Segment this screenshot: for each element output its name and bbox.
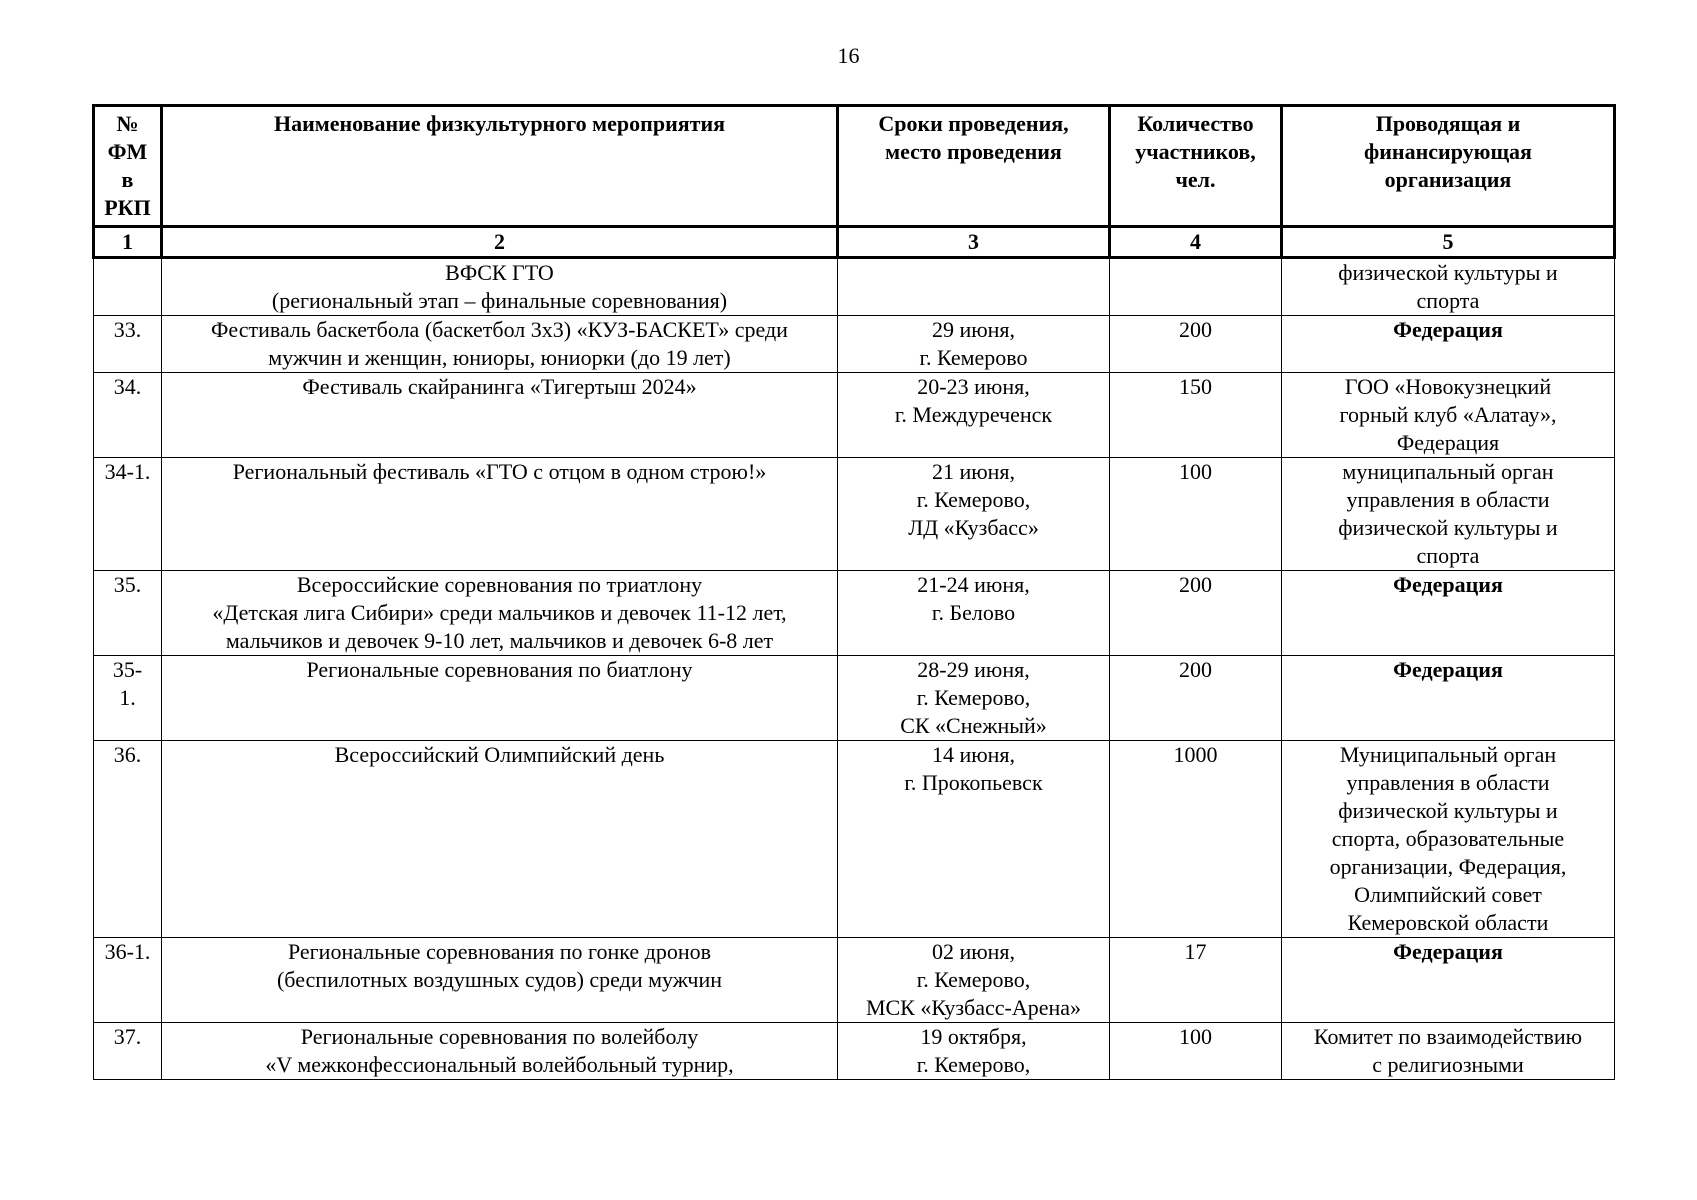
table-body [94,258,1615,1080]
text-line: мужчин и женщин, юниоры, юниорки (до 19 лет) [268,345,731,370]
event-name-cell [162,741,838,938]
organization-cell [1282,458,1615,571]
text-line: (беспилотных воздушных судов) среди мужчин [276,967,723,992]
text-line: горный клуб «Алатау», [1339,402,1557,427]
text-line: 36-1. [104,939,151,964]
text-line: место проведения [885,139,1062,164]
table-row [94,938,1615,1023]
header-col-3 [838,106,1110,227]
participants-count-cell [1110,258,1282,316]
text-line: г. Белово [931,600,1016,625]
text-line: Федерация [1396,430,1500,455]
text-line: г. Междуреченск [894,402,1053,427]
text-line: г. Кемерово [919,345,1028,370]
text-line: Федерация [1393,572,1503,597]
header-col-4 [1110,106,1282,227]
text-line: с религиозными [1372,1052,1524,1077]
text-line: 21-24 июня, [917,572,1030,597]
text-line: 29 июня, [931,317,1016,342]
dates-location-cell [838,741,1110,938]
row-number-cell [94,258,162,316]
text-line: спорта, образовательные [1331,826,1565,851]
table-row [94,373,1615,458]
column-number: 5 [1282,227,1615,258]
header-col-2 [162,106,838,227]
column-number: 1 [94,227,162,258]
text-line: Сроки проведения, [878,111,1069,136]
text-line: 33. [113,317,142,342]
text-line: Федерация [1393,657,1503,682]
organization-cell [1282,258,1615,316]
row-number-cell [94,938,162,1023]
text-line: 34. [113,374,142,399]
organization-cell [1282,571,1615,656]
text-line: ЛД «Кузбасс» [908,515,1039,540]
participants-count-cell: 17 [1110,938,1282,1023]
table-row [94,258,1615,316]
text-line: Кемеровской области [1347,910,1549,935]
row-number-cell [94,316,162,373]
organization-cell [1282,316,1615,373]
text-line: 14 июня, [931,742,1016,767]
text-line: 21 июня, [931,459,1016,484]
event-name-cell [162,938,838,1023]
text-line: Фестиваль баскетбола (баскетбол 3х3) «КУЗ-БАСКЕТ» среди [211,317,788,342]
row-number-cell [94,741,162,938]
text-line: 28-29 июня, [917,657,1030,682]
dates-location-cell [838,258,1110,316]
text-line: МСК «Кузбасс-Арена» [865,995,1082,1020]
text-line: Федерация [1393,317,1503,342]
text-line: 34-1. [104,459,151,484]
text-line: Всероссийский Олимпийский день [334,742,665,767]
text-line: физической культуры и [1338,260,1558,285]
text-line: «Детская лига Сибири» среди мальчиков и девочек 11-12 лет, [212,600,787,625]
text-line: Проводящая и [1375,111,1521,136]
participants-count-cell: 100 [1110,458,1282,571]
event-name-cell [162,571,838,656]
text-line: управления в области [1346,770,1550,795]
organization-cell [1282,741,1615,938]
column-number: 4 [1110,227,1282,258]
column-number: 3 [838,227,1110,258]
text-line: г. Кемерово, [916,487,1031,512]
text-line: Региональные соревнования по биатлону [306,657,693,682]
text-line: РКП [104,195,151,220]
text-line: Муниципальный орган [1339,742,1557,767]
text-line: Федерация [1393,939,1503,964]
column-number-row [94,227,1615,258]
text-line: Наименование физкультурного мероприятия [273,111,726,136]
dates-location-cell [838,373,1110,458]
event-name-cell [162,656,838,741]
table-row [94,656,1615,741]
text-line: ВФСК ГТО [445,260,554,285]
row-number-cell [94,656,162,741]
text-line: ФМ [107,139,148,164]
participants-count-cell: 150 [1110,373,1282,458]
table-row [94,571,1615,656]
text-line: СК «Снежный» [900,713,1047,738]
text-line: 36. [113,742,142,767]
event-name-cell [162,258,838,316]
text-line: Количество [1137,111,1254,136]
participants-count-cell: 200 [1110,571,1282,656]
text-line: физической культуры и [1338,798,1558,823]
organization-cell [1282,1023,1615,1080]
organization-cell [1282,938,1615,1023]
dates-location-cell [838,656,1110,741]
text-line: г. Прокопьевск [904,770,1043,795]
table-row [94,741,1615,938]
dates-location-cell [838,458,1110,571]
text-line: Региональный фестиваль «ГТО с отцом в одном строю!» [232,459,767,484]
text-line: Всероссийские соревнования по триатлону [296,572,703,597]
dates-location-cell [838,316,1110,373]
text-line: финансирующая [1364,139,1532,164]
participants-count-cell: 100 [1110,1023,1282,1080]
organization-cell [1282,656,1615,741]
text-line: «V межконфессиональный волейбольный турнир, [265,1052,734,1077]
event-name-cell [162,373,838,458]
text-line: ГОО «Новокузнецкий [1344,374,1552,399]
text-line: мальчиков и девочек 9-10 лет, мальчиков и девочек 6-8 лет [225,628,774,653]
text-line: 35- [112,657,143,682]
text-line: 1. [119,685,136,710]
text-line: спорта [1416,543,1480,568]
text-line: № [116,111,139,136]
row-number-cell [94,373,162,458]
text-line: в [121,167,134,192]
table-row [94,1023,1615,1080]
text-line: спорта [1416,288,1480,313]
text-line: муниципальный орган [1342,459,1554,484]
text-line: 37. [113,1024,142,1049]
header-row [94,106,1615,227]
text-line: Региональные соревнования по волейболу [300,1024,699,1049]
text-line: 35. [113,572,142,597]
text-line: Олимпийский совет [1354,882,1542,907]
text-line: (региональный этап – финальные соревнования) [271,288,728,313]
page-number: 16 [837,43,860,68]
header-col-1 [94,106,162,227]
table-row [94,316,1615,373]
organization-cell [1282,373,1615,458]
dates-location-cell [838,938,1110,1023]
participants-count-cell: 200 [1110,656,1282,741]
row-number-cell [94,571,162,656]
participants-count-cell: 1000 [1110,741,1282,938]
events-table [92,104,1616,1080]
participants-count-cell: 200 [1110,316,1282,373]
text-line: г. Кемерово, [916,967,1031,992]
text-line: чел. [1175,167,1216,192]
row-number-cell [94,1023,162,1080]
text-line: Региональные соревнования по гонке дронов [287,939,712,964]
text-line: управления в области [1346,487,1550,512]
text-line: г. Кемерово, [916,685,1031,710]
dates-location-cell [838,1023,1110,1080]
event-name-cell [162,316,838,373]
text-line: физической культуры и [1338,515,1558,540]
text-line: организации, Федерация, [1329,854,1567,879]
text-line: 02 июня, [931,939,1016,964]
header-col-5 [1282,106,1615,227]
text-line: Комитет по взаимодействию [1313,1024,1583,1049]
event-name-cell [162,458,838,571]
text-line: участников, [1135,139,1256,164]
text-line: 20-23 июня, [917,374,1030,399]
text-line: г. Кемерово, [916,1052,1031,1077]
text-line: 19 октября, [920,1024,1027,1049]
row-number-cell [94,458,162,571]
dates-location-cell [838,571,1110,656]
column-number: 2 [162,227,838,258]
text-line: Фестиваль скайранинга «Тигертыш 2024» [302,374,697,399]
event-name-cell [162,1023,838,1080]
table-row [94,458,1615,571]
text-line: организация [1384,167,1512,192]
